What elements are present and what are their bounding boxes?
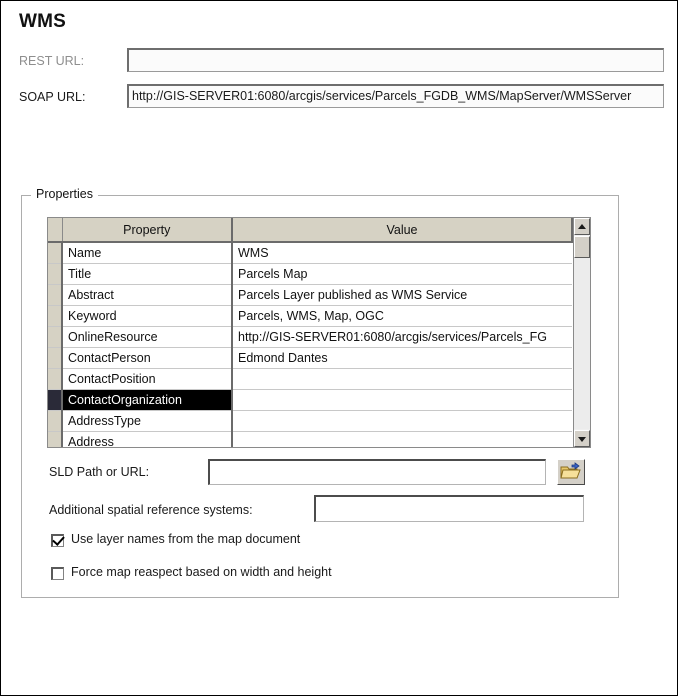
soap-url-field[interactable]: http://GIS-SERVER01:6080/arcgis/services/Parcels_FGDB_WMS/MapServer/WMSServer [127, 84, 664, 108]
row-selector-cell[interactable] [48, 369, 62, 390]
property-value-cell[interactable]: WMS [232, 242, 572, 264]
row-selector-cell[interactable] [48, 348, 62, 369]
chevron-down-icon [578, 437, 586, 442]
scroll-up-button[interactable] [574, 218, 590, 235]
chevron-up-icon [578, 224, 586, 229]
sld-browse-button[interactable] [557, 459, 585, 485]
property-name-cell[interactable]: Title [62, 264, 232, 285]
table-row[interactable] [48, 411, 572, 432]
properties-table [48, 218, 573, 447]
table-row[interactable] [48, 348, 572, 369]
properties-grid-viewport [48, 218, 573, 447]
property-value-cell[interactable] [232, 411, 572, 432]
property-value-cell[interactable]: Edmond Dantes [232, 348, 572, 369]
table-row[interactable] [48, 327, 572, 348]
rest-url-field[interactable] [127, 48, 664, 72]
row-selector-header [48, 218, 62, 242]
row-selector-cell[interactable] [48, 242, 62, 264]
property-value-cell[interactable]: Parcels, WMS, Map, OGC [232, 306, 572, 327]
property-name-cell[interactable]: ContactOrganization [62, 390, 232, 411]
use-layer-names-checkbox[interactable] [51, 534, 64, 547]
property-name-cell[interactable]: Name [62, 242, 232, 264]
table-row[interactable] [48, 369, 572, 390]
table-row[interactable] [48, 285, 572, 306]
property-value-cell[interactable] [232, 390, 572, 411]
table-row[interactable] [48, 390, 572, 411]
property-name-cell[interactable]: ContactPerson [62, 348, 232, 369]
rest-url-label: REST URL: [19, 54, 85, 68]
additional-srs-label: Additional spatial reference systems: [49, 503, 253, 517]
table-row[interactable] [48, 264, 572, 285]
property-value-cell[interactable]: http://GIS-SERVER01:6080/arcgis/services/Parcels_FG [232, 327, 572, 348]
row-selector-cell[interactable] [48, 390, 62, 411]
page-title: WMS [19, 11, 67, 32]
property-name-cell[interactable]: OnlineResource [62, 327, 232, 348]
grid-vertical-scrollbar[interactable] [573, 218, 590, 447]
soap-url-label: SOAP URL: [19, 90, 86, 104]
property-name-cell[interactable]: Keyword [62, 306, 232, 327]
row-selector-cell[interactable] [48, 411, 62, 432]
sld-path-label: SLD Path or URL: [49, 465, 150, 479]
sld-path-input[interactable] [208, 459, 546, 485]
property-value-cell[interactable]: Parcels Layer published as WMS Service [232, 285, 572, 306]
property-value-cell[interactable]: Parcels Map [232, 264, 572, 285]
row-selector-cell[interactable] [48, 264, 62, 285]
row-selector-cell[interactable] [48, 327, 62, 348]
property-name-cell[interactable]: ContactPosition [62, 369, 232, 390]
force-map-reaspect-label: Force map reaspect based on width and height [71, 565, 332, 579]
property-name-cell[interactable]: Address [62, 432, 232, 448]
property-name-cell[interactable]: AddressType [62, 411, 232, 432]
additional-srs-input[interactable] [314, 495, 584, 522]
property-value-cell[interactable] [232, 369, 572, 390]
table-row[interactable] [48, 306, 572, 327]
row-selector-cell[interactable] [48, 432, 62, 448]
use-layer-names-label: Use layer names from the map document [71, 532, 301, 546]
scroll-down-button[interactable] [574, 430, 590, 447]
force-map-reaspect-checkbox[interactable] [51, 567, 64, 580]
properties-grid[interactable] [47, 217, 591, 448]
property-name-cell[interactable]: Abstract [62, 285, 232, 306]
row-selector-cell[interactable] [48, 306, 62, 327]
properties-groupbox-legend: Properties [31, 187, 98, 201]
open-folder-icon [560, 462, 582, 482]
table-row[interactable] [48, 432, 572, 448]
scrollbar-track[interactable] [574, 258, 590, 429]
column-header-value[interactable]: Value [232, 218, 572, 242]
property-value-cell[interactable] [232, 432, 572, 448]
table-row[interactable] [48, 242, 572, 264]
table-header-row [48, 218, 572, 242]
row-selector-cell[interactable] [48, 285, 62, 306]
scrollbar-thumb[interactable] [574, 236, 590, 258]
column-header-property[interactable]: Property [62, 218, 232, 242]
check-icon [52, 533, 65, 546]
